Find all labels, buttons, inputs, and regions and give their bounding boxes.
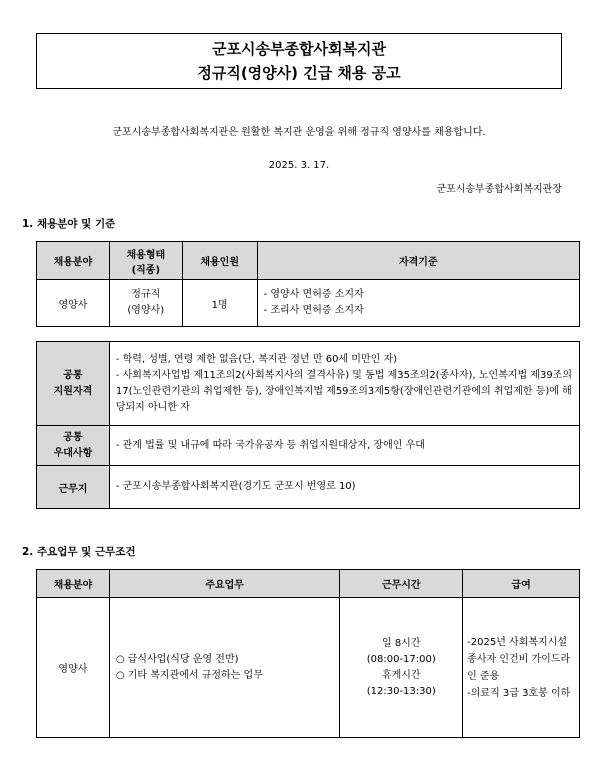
- title-box: [36, 33, 562, 89]
- label-preference-line2: 우대사항: [53, 447, 93, 459]
- duty-item: ○ 급식사업(식당 운영 전반): [115, 653, 239, 665]
- header-pay: 급여: [463, 570, 580, 598]
- hours-line: (08:00-17:00): [366, 653, 436, 665]
- cell-field: 영양사: [37, 280, 110, 327]
- pay-item: -의료직 3급 3호봉 이하: [467, 687, 571, 699]
- label-workplace: 근무지: [37, 466, 110, 509]
- cell-quals: [257, 280, 579, 327]
- cell-type-line1: 정규직: [131, 289, 161, 300]
- cell-count: 1명: [182, 280, 257, 327]
- section-1-heading: 1. 채용분야 및 기준: [22, 218, 116, 230]
- eligibility-item: - 사회복지사업법 제11조의2(사회복지사의 결격사유) 및 동법 제35조의2(종사자), 노인복지법 제39조의17(노인관련기관의 취업제한 등), 장애인복지법 제59조의3제5항(장애인관련기관에의 취업제한 등)에 해당되지 아니한 자: [115, 369, 572, 413]
- cell-type-line2: (영양사): [127, 305, 165, 316]
- duties-field: 영양사: [37, 598, 110, 738]
- workplace-content: [109, 466, 579, 509]
- hours-content: [340, 598, 463, 738]
- preference-item: - 관계 법률 및 내규에 따라 국가유공자 등 취업지원대상자, 장애인 우대: [115, 439, 425, 451]
- label-eligibility-line2: 지원자격: [53, 385, 93, 397]
- qual-item: - 영양사 면허증 소지자: [263, 289, 364, 300]
- header-duties: 주요업무: [109, 570, 340, 598]
- hours-line: 휴게시간: [381, 669, 421, 681]
- eligibility-item: - 학력, 성별, 연령 제한 없음(단, 복지관 정년 만 60세 미만인 자): [115, 353, 398, 365]
- pay-item: -2025년 사회복지시설 종사자 인건비 가이드라인 준용: [467, 636, 571, 682]
- preference-content: [109, 426, 579, 466]
- duties-content: [109, 598, 340, 738]
- title-line-1: 군포시송부종합사회복지관: [212, 40, 386, 58]
- header-type-line1: 채용형태: [126, 249, 166, 261]
- header-field: 채용분야: [37, 242, 110, 280]
- hours-line: (12:30-13:30): [366, 685, 436, 697]
- announcement-date: 2025. 3. 17.: [268, 160, 330, 171]
- workplace-item: - 군포시송부종합사회복지관(경기도 군포시 번영로 10): [115, 481, 356, 492]
- label-preference: [37, 426, 110, 466]
- signer: 군포시송부종합사회복지관장: [436, 184, 562, 195]
- eligibility-content: [109, 342, 579, 426]
- qual-item: - 조리사 면허증 소지자: [263, 305, 364, 316]
- duties-table: [36, 569, 580, 738]
- label-eligibility-line1: 공통: [63, 369, 83, 381]
- header-hours: 근무시간: [340, 570, 463, 598]
- title-line-2: 정규직(영양사) 긴급 채용 공고: [197, 64, 401, 82]
- section-2-heading: 2. 주요업무 및 근무조건: [22, 546, 136, 558]
- recruit-table: [36, 241, 580, 327]
- header-count: 채용인원: [182, 242, 257, 280]
- intro-text: 군포시송부종합사회복지관은 원활한 복지관 운영을 위해 정규직 영양사를 채용합니다.: [112, 127, 486, 138]
- cell-type: [109, 280, 182, 327]
- header-type-line2: (직종): [131, 264, 161, 276]
- label-preference-line1: 공통: [63, 431, 83, 443]
- hours-line: 일 8시간: [381, 637, 421, 649]
- label-eligibility: [37, 342, 110, 426]
- requirements-table: [36, 341, 580, 509]
- header-field-2: 채용분야: [37, 570, 110, 598]
- pay-content: [463, 598, 580, 738]
- header-quals: 자격기준: [257, 242, 579, 280]
- duty-item: ○ 기타 복지관에서 규정하는 업무: [115, 669, 263, 681]
- header-type: [109, 242, 182, 280]
